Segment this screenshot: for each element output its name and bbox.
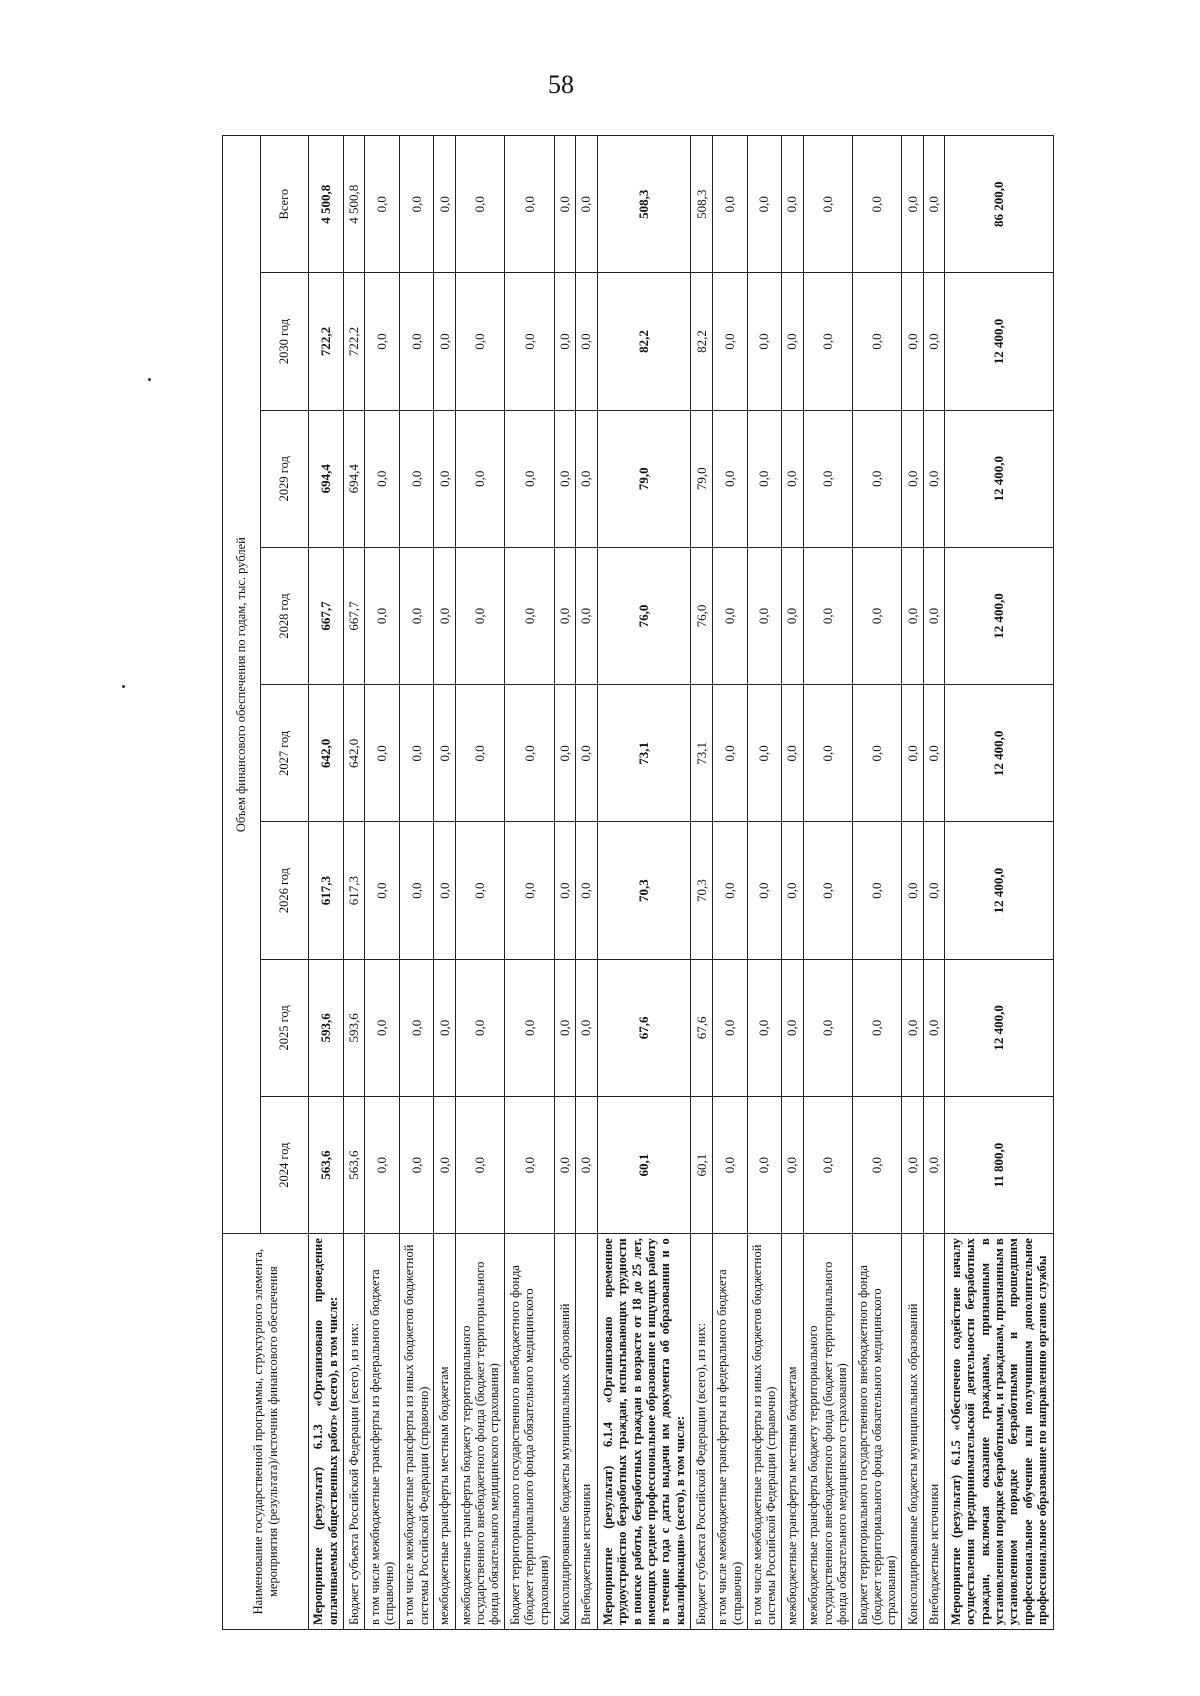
row-value: 0,0: [923, 822, 945, 959]
row-value: 11 800,0: [945, 1096, 1054, 1233]
row-value: 593,6: [309, 959, 344, 1096]
row-value: 0,0: [853, 136, 902, 273]
row-name: Бюджет субъекта Российской Федерации (всего), из них:: [343, 1234, 365, 1630]
row-value: 0,0: [365, 1096, 400, 1233]
row-value: 0,0: [505, 959, 554, 1096]
row-value: 0,0: [554, 273, 576, 410]
row-value: 0,0: [853, 410, 902, 547]
row-value: 0,0: [902, 822, 924, 959]
row-value: 0,0: [712, 1096, 747, 1233]
row-value: 0,0: [576, 959, 598, 1096]
row-value: 0,0: [554, 1096, 576, 1233]
row-value: 0,0: [399, 959, 434, 1096]
row-value: 694,4: [309, 410, 344, 547]
row-value: 0,0: [712, 136, 747, 273]
row-value: 0,0: [434, 1096, 456, 1233]
row-value: 617,3: [309, 822, 344, 959]
header-year: 2024 год: [261, 1096, 309, 1233]
row-value: 0,0: [554, 959, 576, 1096]
scan-speck: [148, 378, 151, 381]
row-name: Консолидированные бюджеты муниципальных образований: [554, 1234, 576, 1630]
row-value: 79,0: [597, 410, 691, 547]
row-value: 79,0: [691, 410, 713, 547]
row-name: в том числе межбюджетные трансферты из федерального бюджета (справочно): [712, 1234, 747, 1630]
row-value: 0,0: [923, 959, 945, 1096]
row-value: 0,0: [434, 822, 456, 959]
row-value: 0,0: [803, 685, 852, 822]
row-value: 0,0: [803, 273, 852, 410]
row-name: Мероприятие (результат) 6.1.5 «Обеспечено содействие началу осуществления предпринимательской деятельности безработных граждан, включая оказание гражданам, признанным в установленном порядке безработными, и гражданам, признанным в установленном порядке безработными и прошедшим профессиональное обучение или получившим дополнительное профессиональное образование по направлению органов службы: [945, 1234, 1054, 1630]
row-value: 0,0: [455, 1096, 504, 1233]
table-row: [853, 136, 902, 1630]
row-value: 0,0: [782, 822, 804, 959]
row-value: 617,3: [343, 822, 365, 959]
row-name: межбюджетные трансферты местным бюджетам: [434, 1234, 456, 1630]
table-row: [597, 136, 691, 1630]
row-value: 0,0: [505, 273, 554, 410]
row-value: 0,0: [712, 959, 747, 1096]
row-value: 0,0: [455, 685, 504, 822]
row-value: 60,1: [691, 1096, 713, 1233]
row-value: 0,0: [554, 822, 576, 959]
row-value: 0,0: [399, 136, 434, 273]
row-value: 73,1: [597, 685, 691, 822]
table-row: [712, 136, 747, 1630]
row-value: 0,0: [554, 547, 576, 684]
row-name: межбюджетные трансферты бюджету территориального государственного внебюджетного фонда (бюджет территориального фонда обязательного медицинского страхования): [455, 1234, 504, 1630]
table-row: [923, 136, 945, 1630]
row-value: 4 500,8: [343, 136, 365, 273]
row-value: 0,0: [455, 410, 504, 547]
row-value: 82,2: [597, 273, 691, 410]
row-value: 60,1: [597, 1096, 691, 1233]
row-value: 12 400,0: [945, 959, 1054, 1096]
row-value: 0,0: [747, 685, 782, 822]
row-value: 0,0: [365, 273, 400, 410]
row-value: 508,3: [691, 136, 713, 273]
row-value: 0,0: [902, 959, 924, 1096]
row-value: 0,0: [803, 1096, 852, 1233]
header-year: 2027 год: [261, 685, 309, 822]
scan-speck: [122, 685, 125, 688]
row-value: 0,0: [576, 410, 598, 547]
table-row: [691, 136, 713, 1630]
row-value: 593,6: [343, 959, 365, 1096]
row-value: 0,0: [747, 273, 782, 410]
row-value: 0,0: [782, 410, 804, 547]
row-value: 563,6: [309, 1096, 344, 1233]
row-value: 82,2: [691, 273, 713, 410]
row-value: 12 400,0: [945, 685, 1054, 822]
row-value: 0,0: [365, 822, 400, 959]
row-name: Консолидированные бюджеты муниципальных образований: [902, 1234, 924, 1630]
row-value: 0,0: [505, 547, 554, 684]
row-value: 0,0: [902, 273, 924, 410]
row-value: 67,6: [597, 959, 691, 1096]
row-value: 0,0: [803, 410, 852, 547]
row-value: 0,0: [853, 273, 902, 410]
table-row: [343, 136, 365, 1630]
table-row: [554, 136, 576, 1630]
row-value: 0,0: [455, 547, 504, 684]
row-value: 0,0: [853, 1096, 902, 1233]
header-year: Всего: [261, 136, 309, 273]
table-row: [747, 136, 782, 1630]
row-value: 0,0: [434, 136, 456, 273]
row-value: 563,6: [343, 1096, 365, 1233]
row-name: Внебюджетные источники: [576, 1234, 598, 1630]
row-value: 0,0: [747, 1096, 782, 1233]
row-name: Бюджет субъекта Российской Федерации (всего), из них:: [691, 1234, 713, 1630]
row-value: 76,0: [691, 547, 713, 684]
row-value: 0,0: [902, 1096, 924, 1233]
row-value: 0,0: [853, 822, 902, 959]
row-value: 12 400,0: [945, 547, 1054, 684]
rotated-table-container: [222, 135, 1054, 1630]
row-value: 0,0: [747, 822, 782, 959]
row-name: межбюджетные трансферты местным бюджетам: [782, 1234, 804, 1630]
row-value: 0,0: [803, 959, 852, 1096]
row-value: 0,0: [399, 1096, 434, 1233]
header-name-column: Наименование государственной программы, структурного элемента, мероприятия (результата)/источник финансового обеспечения: [223, 1234, 309, 1630]
row-value: 667,7: [309, 547, 344, 684]
row-value: 0,0: [902, 410, 924, 547]
row-value: 0,0: [782, 959, 804, 1096]
header-year: 2028 год: [261, 547, 309, 684]
row-value: 70,3: [597, 822, 691, 959]
row-value: 0,0: [782, 136, 804, 273]
table-row: [945, 136, 1054, 1630]
row-value: 694,4: [343, 410, 365, 547]
table-row: [365, 136, 400, 1630]
row-value: 0,0: [782, 685, 804, 822]
row-value: 0,0: [434, 273, 456, 410]
row-value: 0,0: [455, 136, 504, 273]
row-value: 0,0: [434, 547, 456, 684]
row-value: 0,0: [455, 822, 504, 959]
row-value: 0,0: [365, 959, 400, 1096]
row-value: 0,0: [853, 959, 902, 1096]
row-value: 0,0: [434, 410, 456, 547]
row-value: 0,0: [782, 273, 804, 410]
row-value: 0,0: [576, 273, 598, 410]
row-value: 0,0: [782, 547, 804, 684]
page-number: 58: [548, 70, 574, 99]
table-row: [782, 136, 804, 1630]
row-value: 0,0: [853, 685, 902, 822]
row-value: 0,0: [399, 822, 434, 959]
row-value: 0,0: [712, 410, 747, 547]
table-row: [455, 136, 504, 1630]
row-value: 0,0: [803, 547, 852, 684]
row-value: 0,0: [712, 685, 747, 822]
row-name: в том числе межбюджетные трансферты из иных бюджетов бюджетной системы Российской Федерации (справочно): [399, 1234, 434, 1630]
row-value: 12 400,0: [945, 410, 1054, 547]
row-value: 0,0: [399, 410, 434, 547]
row-value: 0,0: [712, 547, 747, 684]
header-year: 2026 год: [261, 822, 309, 959]
row-value: 0,0: [902, 136, 924, 273]
row-value: 0,0: [923, 136, 945, 273]
table-row: [434, 136, 456, 1630]
row-value: 0,0: [923, 410, 945, 547]
row-value: 0,0: [365, 136, 400, 273]
row-value: 0,0: [505, 1096, 554, 1233]
row-value: 0,0: [505, 685, 554, 822]
row-value: 0,0: [923, 273, 945, 410]
row-value: 0,0: [399, 273, 434, 410]
header-year: 2030 год: [261, 273, 309, 410]
row-value: 0,0: [712, 822, 747, 959]
row-value: 0,0: [554, 410, 576, 547]
table-row: [309, 136, 344, 1630]
row-value: 0,0: [505, 410, 554, 547]
row-value: 642,0: [343, 685, 365, 822]
row-value: 0,0: [902, 547, 924, 684]
row-value: 0,0: [554, 685, 576, 822]
financing-table: [222, 135, 1054, 1630]
row-value: 0,0: [554, 136, 576, 273]
row-name: Бюджет территориального государственного внебюджетного фонда (бюджет территориального фонда обязательного медицинского страхования): [505, 1234, 554, 1630]
row-value: 0,0: [576, 822, 598, 959]
row-value: 0,0: [902, 685, 924, 822]
row-value: 0,0: [505, 136, 554, 273]
row-name: Внебюджетные источники: [923, 1234, 945, 1630]
row-value: 70,3: [691, 822, 713, 959]
row-name: в том числе межбюджетные трансферты из федерального бюджета (справочно): [365, 1234, 400, 1630]
row-value: 12 400,0: [945, 273, 1054, 410]
row-value: 0,0: [399, 685, 434, 822]
table-row: [576, 136, 598, 1630]
row-value: 722,2: [343, 273, 365, 410]
row-value: 76,0: [597, 547, 691, 684]
row-value: 0,0: [434, 959, 456, 1096]
row-value: 0,0: [365, 410, 400, 547]
row-value: 0,0: [576, 547, 598, 684]
row-value: 0,0: [803, 136, 852, 273]
row-value: 0,0: [576, 685, 598, 822]
row-value: 0,0: [399, 547, 434, 684]
table-row: [902, 136, 924, 1630]
row-value: 0,0: [712, 273, 747, 410]
row-value: 0,0: [365, 685, 400, 822]
header-volume: Объем финансового обеспечения по годам, тыс. рублей: [223, 136, 261, 1234]
row-value: 0,0: [803, 822, 852, 959]
row-value: 12 400,0: [945, 822, 1054, 959]
row-value: 0,0: [747, 547, 782, 684]
row-value: 0,0: [747, 410, 782, 547]
table-row: [505, 136, 554, 1630]
row-value: 86 200,0: [945, 136, 1054, 273]
row-value: 0,0: [747, 959, 782, 1096]
row-value: 0,0: [455, 959, 504, 1096]
row-name: в том числе межбюджетные трансферты из иных бюджетов бюджетной системы Российской Федерации (справочно): [747, 1234, 782, 1630]
header-year: 2025 год: [261, 959, 309, 1096]
row-value: 0,0: [576, 136, 598, 273]
row-value: 508,3: [597, 136, 691, 273]
row-name: Мероприятие (результат) 6.1.4 «Организовано временное трудоустройство безработных граждан, испытывающих трудности в поиске работы, безработных граждан в возрасте от 18 до 25 лет, имеющих среднее профессиональное образование и ищущих работу в течение года с даты выдачи им документа об образовании и о квалификации» (всего), в том числе:: [597, 1234, 691, 1630]
row-value: 0,0: [365, 547, 400, 684]
row-value: 642,0: [309, 685, 344, 822]
row-name: Мероприятие (результат) 6.1.3 «Организовано проведение оплачиваемых общественных работ» (всего), в том числе:: [309, 1234, 344, 1630]
row-value: 0,0: [576, 1096, 598, 1233]
row-value: 0,0: [923, 685, 945, 822]
row-value: 67,6: [691, 959, 713, 1096]
row-value: 4 500,8: [309, 136, 344, 273]
row-value: 0,0: [505, 822, 554, 959]
row-value: 0,0: [455, 273, 504, 410]
row-value: 0,0: [923, 547, 945, 684]
row-value: 0,0: [747, 136, 782, 273]
row-value: 667,7: [343, 547, 365, 684]
row-value: 73,1: [691, 685, 713, 822]
row-value: 0,0: [782, 1096, 804, 1233]
row-name: межбюджетные трансферты бюджету территориального государственного внебюджетного фонда (бюджет территориального фонда обязательного медицинского страхования): [803, 1234, 852, 1630]
row-value: 0,0: [434, 685, 456, 822]
row-name: Бюджет территориального государственного внебюджетного фонда (бюджет территориального фонда обязательного медицинского страхования): [853, 1234, 902, 1630]
table-row: [399, 136, 434, 1630]
row-value: 722,2: [309, 273, 344, 410]
row-value: 0,0: [923, 1096, 945, 1233]
table-row: [803, 136, 852, 1630]
header-year: 2029 год: [261, 410, 309, 547]
row-value: 0,0: [853, 547, 902, 684]
